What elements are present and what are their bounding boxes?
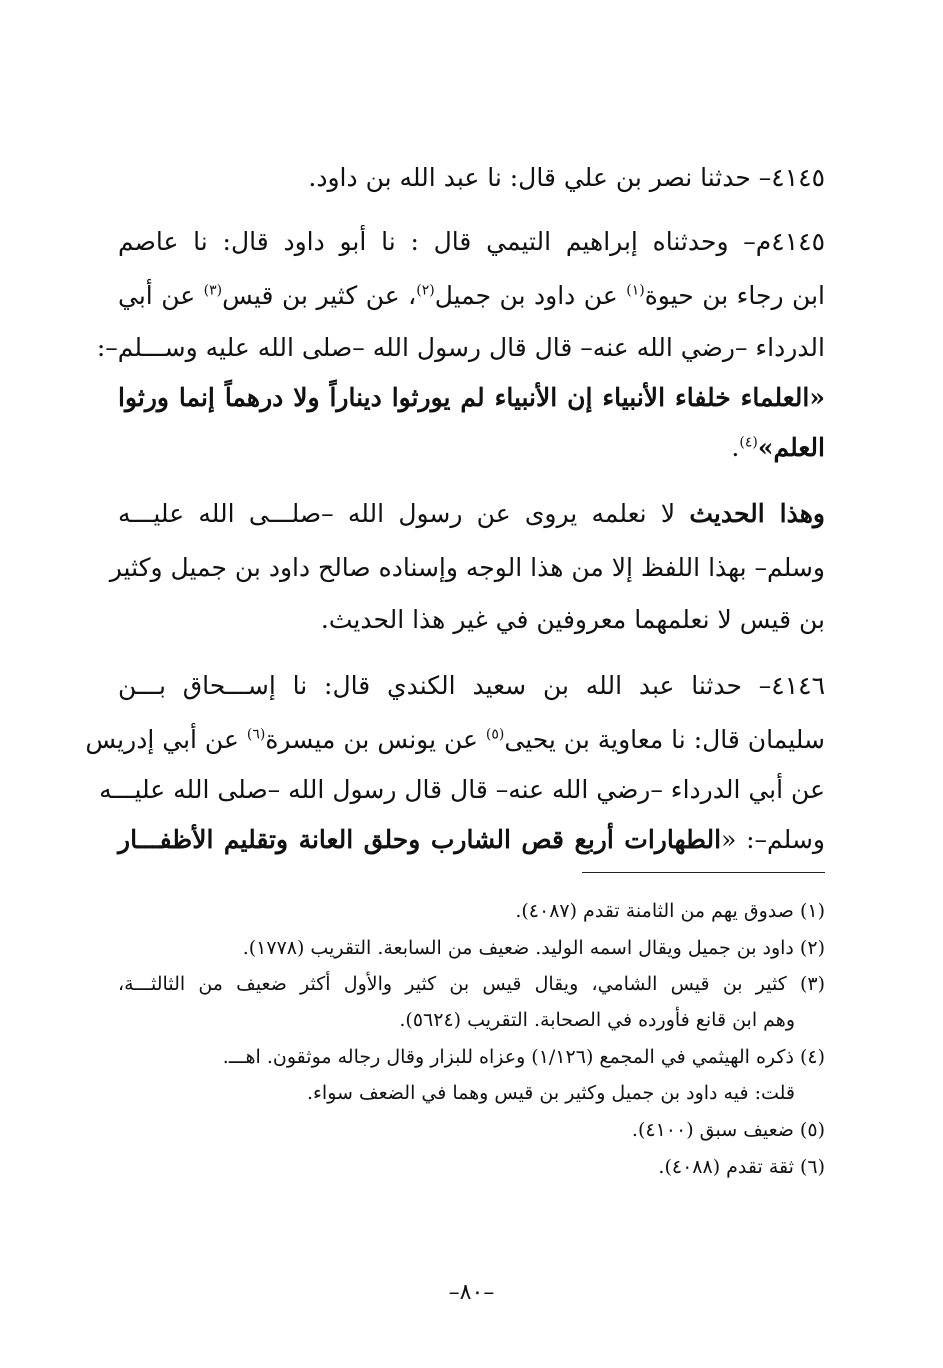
footnote-ref-2[interactable]: (٢) [416, 282, 435, 299]
hadith-4146-line-2 [85, 718, 825, 762]
footnote-4-line-1 [118, 1041, 825, 1073]
hadith-4145m-line-5 [118, 426, 825, 470]
footnote-4-text-1: (٤) ذكره الهيثمي في المجمع (١/١٢٦) وعزاه للبزار وقال رجاله موثقون. اهـــ. [222, 1046, 825, 1068]
footnote-ref-1[interactable]: (١) [626, 282, 645, 299]
page-number: –٨٠– [448, 1280, 495, 1305]
hadith-note-text-3: بن قيس لا نعلمهما معروفين في غير هذا الحديث. [320, 605, 825, 634]
hadith-4145m-text-2c: ، عن كثير بن قيس [222, 281, 417, 310]
hadith-4145m-line-4 [118, 376, 825, 420]
hadith-4145-text: ٤١٤٥– حدثنا نصر بن علي قال: نا عبد الله بن داود. [308, 163, 825, 192]
footnote-4-line-2 [125, 1077, 795, 1109]
hadith-4145m-line-2 [118, 274, 825, 318]
hadith-4146-text-2b: عن يونس بن ميسرة [265, 725, 478, 754]
hadith-4145m-matn-1: «العلماء خلفاء الأنبياء إن الأنبياء لم يورثوا ديناراً ولا درهماً إنما ورثوا [118, 383, 825, 412]
hadith-4145m-text-2d: عن أبي [118, 281, 196, 310]
footnote-3-line-1 [118, 968, 825, 1000]
footnote-ref-3[interactable]: (٣) [203, 282, 223, 299]
footnote-6 [125, 1151, 825, 1183]
hadith-4145m-text-1: ٤١٤٥م– وحدثناه إبراهيم التيمي قال : نا أبو داود قال: نا عاصم [118, 227, 825, 256]
footnote-1-text: (١) صدوق يهم من الثامنة تقدم (٤٠٨٧). [515, 900, 825, 922]
footnote-2 [125, 932, 825, 964]
footnote-ref-6[interactable]: (٦) [246, 726, 266, 743]
hadith-4145m-end: . [731, 433, 740, 462]
hadith-4146-line-1 [118, 664, 825, 708]
hadith-4145m-text-3: الدرداء –رضي الله عنه– قال قال رسول الله –صلى الله عليه وســـلم–: [96, 333, 825, 362]
hadith-4146-matn: الطهارات أربع قص الشارب وحلق العانة وتقليم الأظفـــار [118, 825, 722, 854]
hadith-4145m-matn-2: العلم» [757, 433, 825, 462]
hadith-4146-text-2a: سليمان قال: نا معاوية بن يحيى [504, 725, 825, 754]
hadith-note-text-2: وسلم– بهذا اللفظ إلا من هذا الوجه وإسناده صالح داود بن جميل وكثير [109, 553, 825, 582]
footnote-ref-4[interactable]: (٤) [739, 434, 758, 451]
hadith-4145 [118, 156, 825, 200]
footnote-3-text-1: (٣) كثير بن قيس الشامي، ويقال قيس بن كثير والأول أكثر ضعيف من الثالثـــة، [118, 973, 825, 995]
hadith-note-line-1 [118, 492, 825, 536]
hadith-4146-text-3: عن أبي الدرداء –رضي الله عنه– قال قال رسول الله –صلى الله عليـــه [99, 775, 825, 804]
footnote-separator [582, 872, 825, 873]
hadith-4145m-text-2a: ابن رجاء بن حيوة [644, 281, 825, 310]
footnote-6-text: (٦) ثقة تقدم (٤٠٨٨). [658, 1156, 825, 1178]
footnote-3-line-2 [125, 1004, 795, 1036]
hadith-4145m-text-2b: عن داود بن جميل [434, 281, 618, 310]
hadith-4145m-line-3 [96, 326, 825, 370]
hadith-4146-text-1: ٤١٤٦– حدثنا عبد الله بن سعيد الكندي قال: نا إســـحاق بـــن [118, 671, 825, 700]
footnote-1 [125, 895, 825, 927]
hadith-note-lead: وهذا الحديث [689, 499, 826, 528]
footnote-3-text-2: وهم ابن قانع فأورده في الصحابة. التقريب (٥٦٢٤). [399, 1009, 795, 1031]
hadith-4146-line-3 [99, 768, 825, 812]
footnote-5 [125, 1114, 825, 1146]
hadith-note-line-3 [118, 598, 825, 642]
footnote-2-text: (٢) داود بن جميل ويقال اسمه الوليد. ضعيف من السابعة. التقريب (١٧٧٨). [242, 937, 825, 959]
hadith-4146-line-4 [118, 818, 825, 862]
hadith-4146-text-4a: وسلم–: « [721, 825, 825, 854]
hadith-4146-text-2c: عن أبي إدريس [85, 725, 239, 754]
hadith-4145m-line-1 [118, 220, 825, 264]
hadith-note-text-1: لا نعلمه يروى عن رسول الله –صلـــى الله عليـــه [118, 499, 676, 528]
footnote-5-text: (٥) ضعيف سبق (٤١٠٠). [631, 1119, 825, 1141]
footnote-4-text-2: قلت: فيه داود بن جميل وكثير بن قيس وهما في الضعف سواء. [306, 1082, 795, 1104]
hadith-note-line-2 [109, 546, 825, 590]
footnote-ref-5[interactable]: (٥) [485, 726, 505, 743]
